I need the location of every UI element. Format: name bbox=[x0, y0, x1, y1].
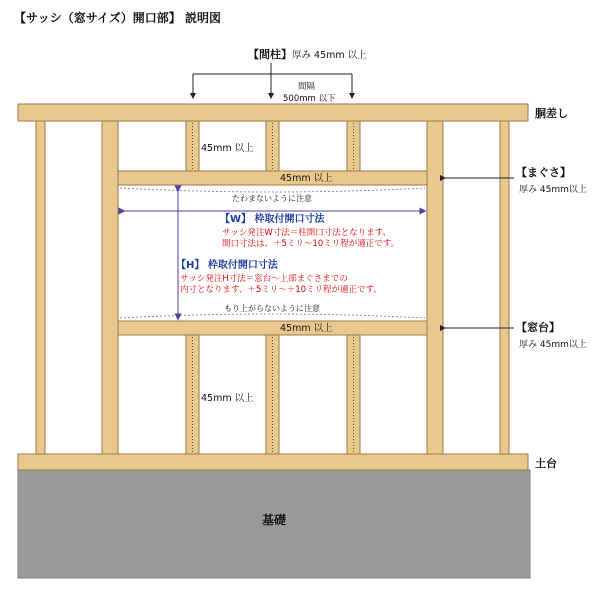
no-sag-note: たわまないように注意 bbox=[232, 194, 312, 203]
stud-right-outer bbox=[500, 121, 509, 454]
cripple-stud-upper-2 bbox=[266, 121, 279, 171]
sill-label: 【窓台】 bbox=[516, 321, 560, 334]
page-title: 【サッシ（窓サイズ）開口部】 説明図 bbox=[14, 11, 221, 25]
top-plate-label: 胴差し bbox=[535, 107, 568, 120]
stud-lower-dim: 45mm 以上 bbox=[201, 393, 254, 404]
header-dim: 45mm 以上 bbox=[280, 173, 333, 184]
window-sill bbox=[118, 321, 427, 335]
stud-left-king bbox=[102, 121, 118, 454]
header-thickness: 厚み 45mm以上 bbox=[519, 185, 587, 195]
height-note-title: 【H】 枠取付開口寸法 bbox=[176, 260, 278, 271]
height-note-line-2: 内寸となります、＋5ミリ～＋10ミリ程が適正です。 bbox=[180, 285, 382, 295]
bottom-plate-label: 土台 bbox=[535, 457, 557, 470]
stud-callout-bracket bbox=[193, 63, 352, 96]
sag-warning-curve bbox=[120, 188, 425, 192]
spacing-label: 間隔 bbox=[298, 82, 316, 92]
sill-thickness: 厚み 45mm以上 bbox=[519, 340, 587, 350]
width-note-line-1: サッシ発注W寸法＝柱開口寸法となります、 bbox=[222, 228, 392, 238]
top-plate bbox=[18, 104, 528, 121]
stud-label: 【間柱】 bbox=[248, 48, 292, 61]
cripple-stud-upper-3 bbox=[347, 121, 360, 171]
rise-warning-curve bbox=[120, 314, 425, 318]
sill-dim: 45mm 以上 bbox=[280, 323, 333, 334]
width-note-title: 【W】 枠取付開口寸法 bbox=[220, 214, 325, 225]
cripple-stud-upper-1 bbox=[186, 121, 199, 171]
bottom-plate bbox=[18, 454, 528, 470]
stud-upper-dim: 45mm 以上 bbox=[201, 143, 254, 154]
no-rise-note: もり上がらないように注意 bbox=[224, 304, 320, 313]
height-note-line-1: サッシ発注H寸法＝窓台～上部まぐさまでの bbox=[180, 274, 348, 284]
header-beam bbox=[118, 171, 427, 185]
width-note-line-2: 開口寸法は、＋5ミリ～10ミリ程が適正です。 bbox=[222, 239, 400, 249]
stud-left-outer bbox=[36, 121, 45, 454]
stud-thickness-label: 厚み 45mm 以上 bbox=[292, 50, 367, 61]
stud-right-king bbox=[427, 121, 443, 454]
foundation-label: 基礎 bbox=[261, 513, 287, 527]
header-label: 【まぐさ】 bbox=[516, 166, 571, 179]
spacing-value: 500mm 以下 bbox=[283, 94, 336, 104]
